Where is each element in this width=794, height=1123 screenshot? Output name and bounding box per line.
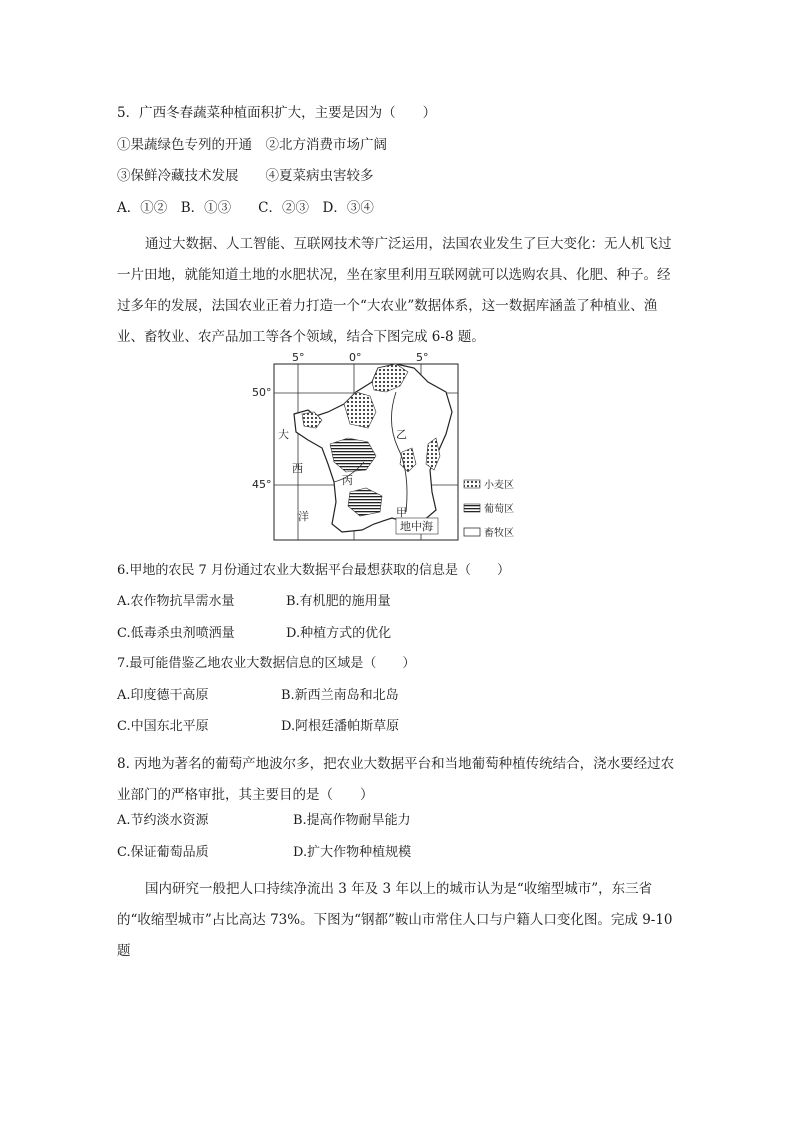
label-bing: 丙 (342, 474, 353, 487)
q7-option-b: B.新西兰南岛和北岛 (281, 688, 399, 703)
q6-option-d: D.种植方式的优化 (286, 626, 392, 641)
legend-grape-swatch (464, 504, 480, 512)
q6-stem: 6.甲地的农民 7 月份通过农业大数据平台最想获取的信息是（ ） (117, 563, 510, 578)
legend-pasture: 畜牧区 (484, 528, 514, 539)
label-yang: 洋 (298, 510, 309, 523)
passage-shrinking-cities: 国内研究一般把人口持续净流出 3 年及 3 年以上的城市认为是“收缩型城市”，东三省的“收缩型城市”占比高达 73%。下图为“钢都”鞍山市常住人口与户籍人口变化图。完成 9-10 题 (117, 881, 673, 959)
q6-option-a: A.农作物抗旱需水量 (117, 594, 235, 609)
label-xi: 西 (292, 462, 303, 475)
q8-option-b: B.提高作物耐旱能力 (293, 813, 411, 828)
q8-stem: 8. 丙地为著名的葡萄产地波尔多，把农业大数据平台和当地葡萄种植传统结合，浇水要经过农业部门的严格审批，其主要目的是（ ） (117, 756, 675, 803)
q7-stem: 7.最可能借鉴乙地农业大数据信息的区域是（ ） (117, 656, 416, 671)
passage-france-agriculture: 通过大数据、人工智能、互联网技术等广泛运用，法国农业发生了巨大变化：无人机飞过一片田地，就能知道土地的水肥状况，坐在家里利用互联网就可以选购农具、化肥、种子。经过多年的发展，法国农业正着力打造一个“大农业”数据体系，这一数据库涵盖了种植业、渔业、畜牧业、农产品加工等各个领域，结合下图完成 6-8 题。 (117, 236, 672, 345)
lon-label-5w: 5° (292, 352, 305, 364)
q8-option-c: C.保证葡萄品质 (117, 845, 209, 860)
q8-option-d: D.扩大作物种植规模 (293, 845, 412, 860)
q7-option-a: A.印度德干高原 (117, 688, 209, 703)
legend-pasture-swatch (464, 528, 480, 536)
q7-option-c: C.中国东北平原 (117, 719, 209, 734)
lat-label-45: 45° (252, 478, 272, 491)
q5-stem: 5．广西冬春蔬菜种植面积扩大，主要是因为（ ） (117, 105, 437, 121)
q8-option-a: A.节约淡水资源 (117, 813, 209, 828)
lon-label-0: 0° (349, 352, 362, 364)
label-yi: 乙 (396, 428, 407, 441)
q6-option-b: B.有机肥的施用量 (286, 594, 391, 609)
legend-wheat: 小麦区 (484, 480, 514, 491)
q5-choices: A．①② B．①③ C．②③ D．③④ (117, 200, 374, 216)
label-da: 大 (278, 428, 289, 441)
label-mediterranean: 地中海 (400, 520, 433, 533)
q7-option-d: D.阿根廷潘帕斯草原 (281, 719, 400, 734)
lon-label-5e: 5° (416, 352, 429, 364)
label-jia: 甲 (396, 506, 407, 519)
legend-grape: 葡萄区 (484, 504, 514, 515)
q5-statements-2: ③保鲜冷藏技术发展 ④夏菜病虫害较多 (117, 168, 374, 184)
q6-option-c: C.低毒杀虫剂喷洒量 (117, 626, 235, 641)
q5-statements-1: ①果蔬绿色专列的开通 ②北方消费市场广阔 (117, 137, 387, 153)
legend-wheat-swatch (464, 480, 480, 488)
france-agriculture-map (246, 352, 546, 552)
lat-label-50: 50° (252, 386, 272, 399)
